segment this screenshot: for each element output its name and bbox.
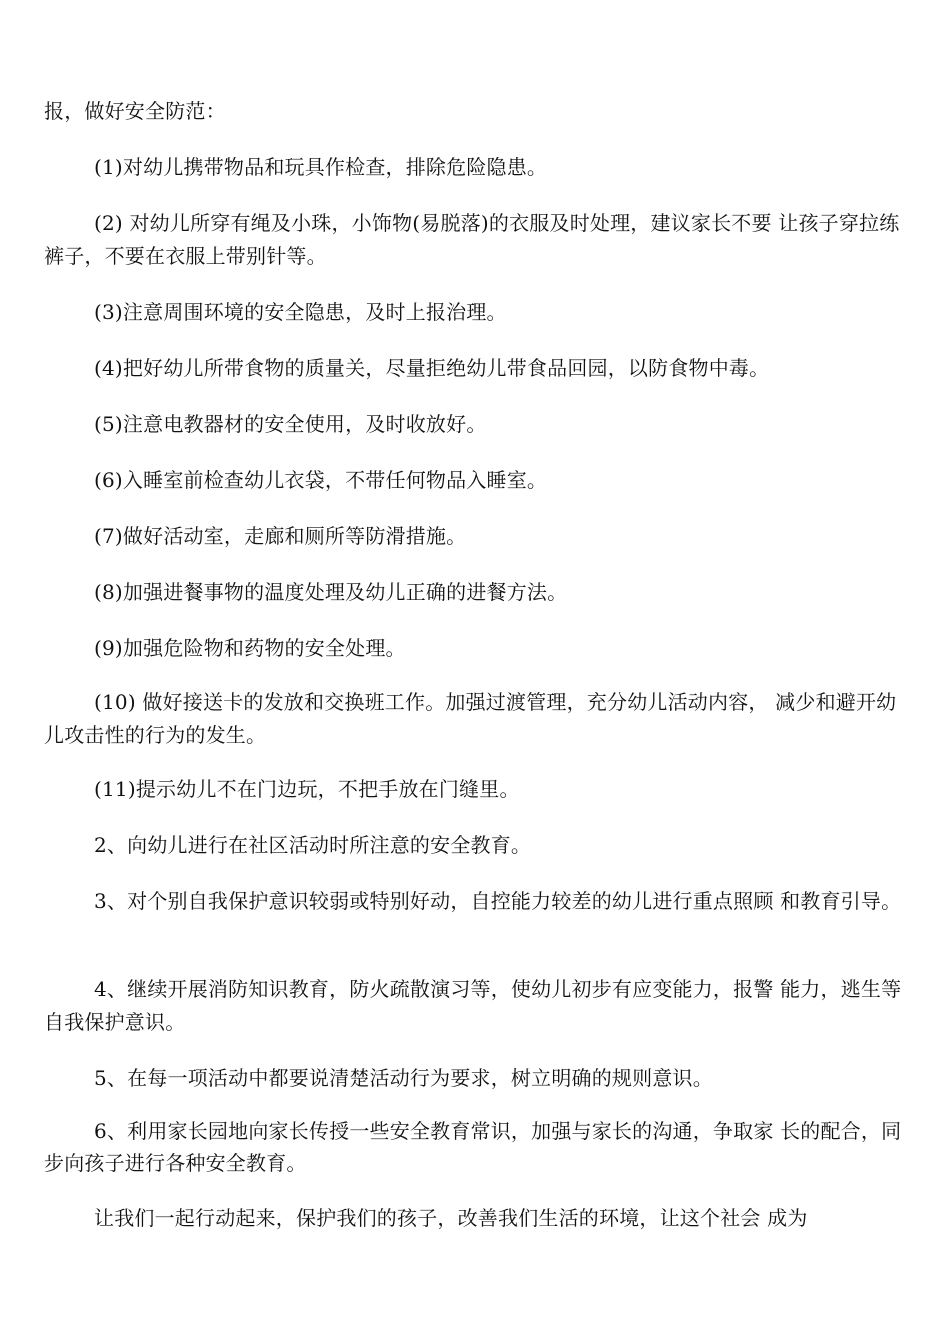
paragraph-point-5: 5、在每一项活动中都要说清楚活动行为要求，树立明确的规则意识。 [94, 1066, 713, 1090]
paragraph-item-1: (1)对幼儿携带物品和玩具作检查，排除危险隐患。 [94, 155, 548, 179]
paragraph-item-3: (3)注意周围环境的安全隐患，及时上报治理。 [94, 300, 507, 324]
paragraph-item-6: (6)入睡室前检查幼儿衣袋，不带任何物品入睡室。 [94, 468, 548, 492]
paragraph-closing: 让我们一起行动起来，保护我们的孩子，改善我们生活的环境，让这个社会 成为 [94, 1206, 808, 1230]
paragraph-point-2: 2、向幼儿进行在社区活动时所注意的安全教育。 [94, 833, 532, 857]
paragraph-item-5: (5)注意电教器材的安全使用，及时收放好。 [94, 412, 487, 436]
paragraph-item-2: (2) 对幼儿所穿有绳及小珠，小饰物(易脱落)的衣服及时处理，建议家长不要 让孩子穿拉练裤子，不要在衣服上带别针等。 [44, 211, 900, 268]
paragraph-item-4: (4)把好幼儿所带食物的质量关，尽量拒绝幼儿带食品回园，以防食物中毒。 [94, 356, 770, 380]
paragraph-point-6: 6、利用家长园地向家长传授一些安全教育常识，加强与家长的沟通，争取家 长的配合，同步向孩子进行各种安全教育。 [44, 1119, 902, 1175]
paragraph-item-11: (11)提示幼儿不在门边玩，不把手放在门缝里。 [94, 777, 520, 801]
paragraph-point-3: 3、对个别自我保护意识较弱或特别好动，自控能力较差的幼儿进行重点照顾 和教育引导。 [94, 889, 902, 913]
paragraph-item-10: (10) 做好接送卡的发放和交换班工作。加强过渡管理，充分幼儿活动内容， 减少和避开幼儿攻击性的行为的发生。 [44, 690, 897, 747]
paragraph-item-9: (9)加强危险物和药物的安全处理。 [94, 636, 406, 660]
paragraph-intro: 报，做好安全防范： [44, 99, 226, 123]
paragraph-item-7: (7)做好活动室，走廊和厕所等防滑措施。 [94, 524, 467, 548]
paragraph-item-8: (8)加强进餐事物的温度处理及幼儿正确的进餐方法。 [94, 580, 568, 604]
paragraph-point-4: 4、继续开展消防知识教育，防火疏散演习等，使幼儿初步有应变能力，报警 能力，逃生等自我保护意识。 [44, 977, 902, 1034]
